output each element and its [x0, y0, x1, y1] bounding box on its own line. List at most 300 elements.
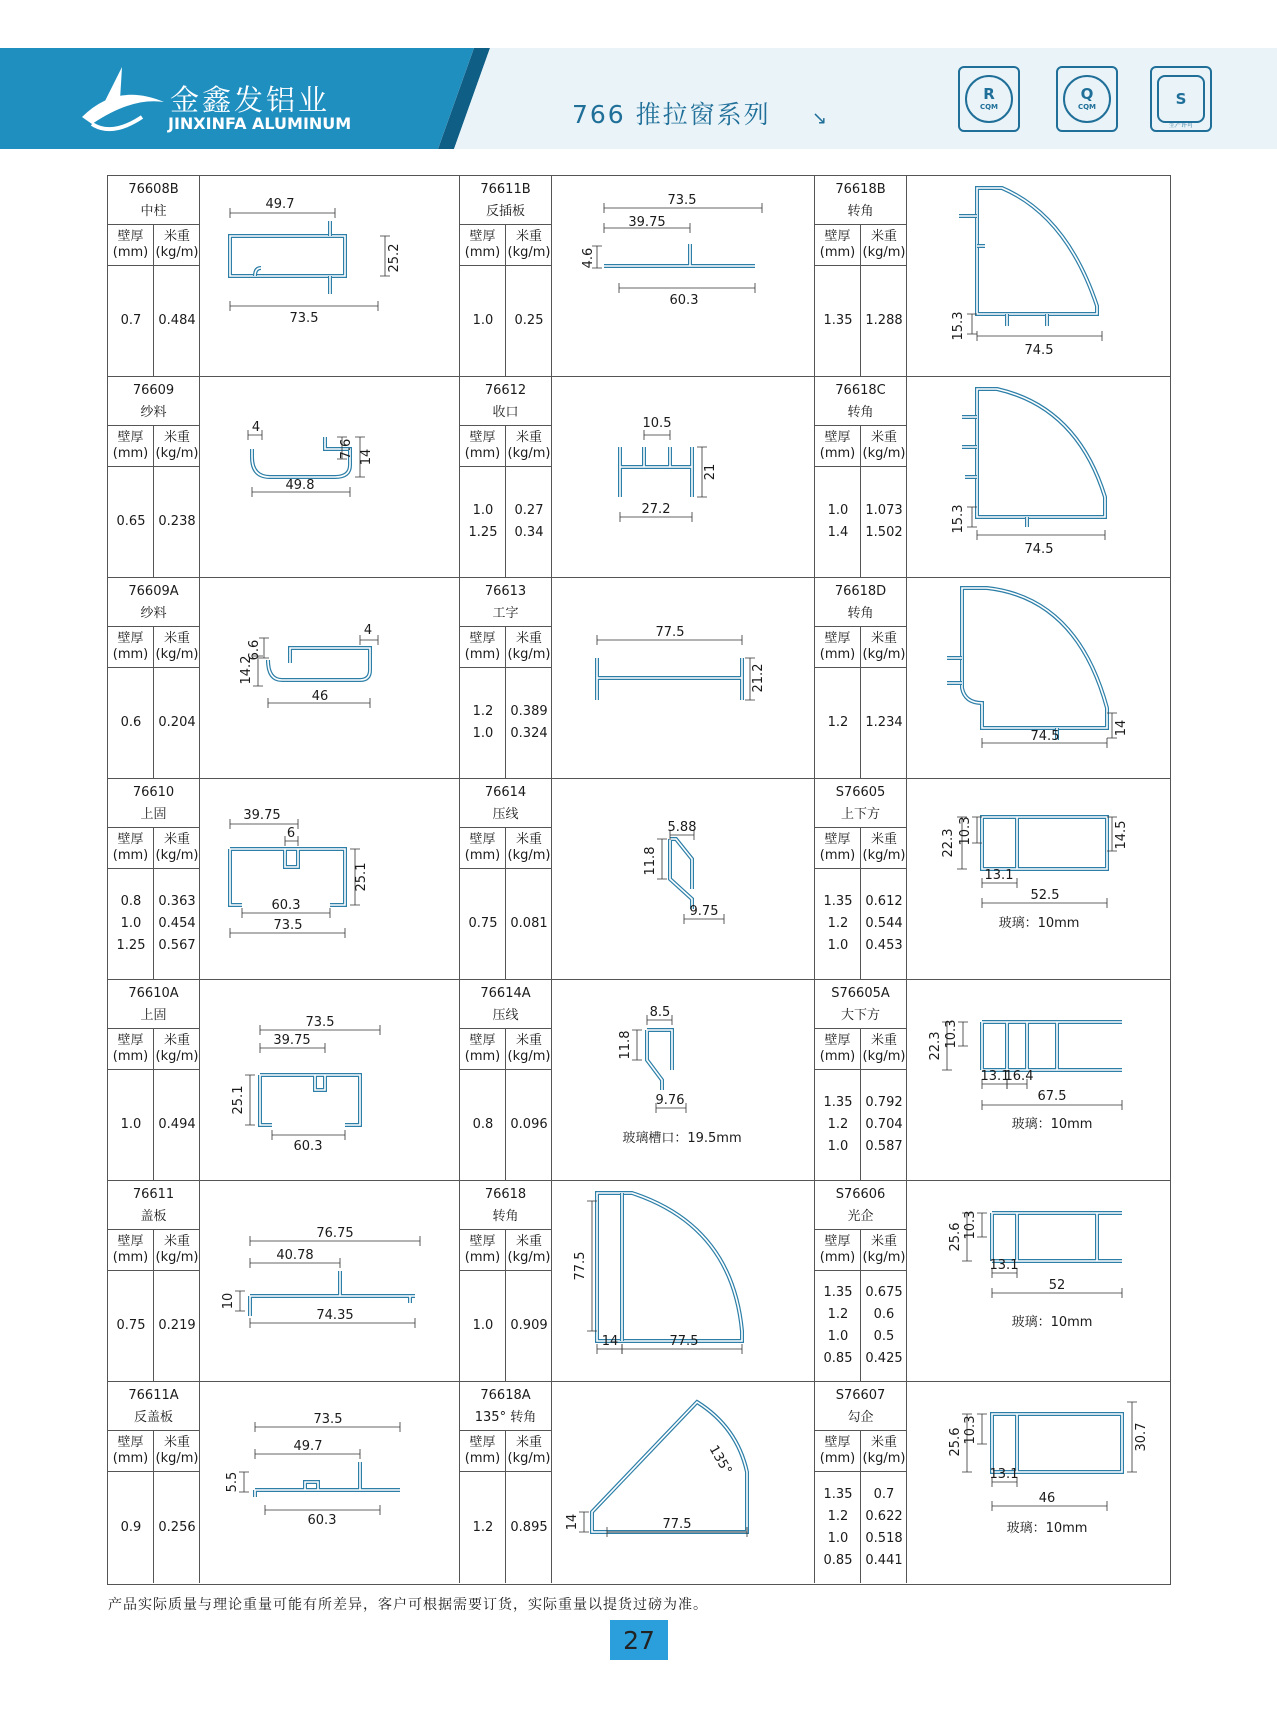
meter-weight: 0.389: [510, 704, 548, 719]
spec-row: [460, 500, 551, 522]
glass-note: 玻璃：10mm: [1011, 1315, 1093, 1330]
profile-info-cell: [460, 377, 552, 577]
weight-header: 米重 (kg/m): [155, 1033, 199, 1064]
thickness-header: 壁厚 (mm): [460, 1230, 506, 1270]
profile-code: 76613: [484, 584, 527, 599]
profile-name: 压线: [492, 807, 519, 822]
profile-drawing-cell: [552, 1181, 815, 1381]
profile-name: 光企: [847, 1209, 874, 1224]
dimension-label: 25.1: [231, 1085, 246, 1115]
dimension-label: 21.2: [751, 663, 766, 693]
profile-info-cell: [108, 1382, 200, 1583]
dimension-label: 52.5: [1030, 888, 1060, 903]
profile-code: 76612: [484, 383, 527, 398]
dimension-label: 77.5: [655, 625, 685, 640]
dimension-label: 49.7: [265, 197, 295, 212]
spec-row: [815, 913, 906, 935]
profile-drawing-cell: [552, 779, 815, 979]
dimension-label: 9.75: [689, 904, 719, 919]
profile-info-cell: [460, 176, 552, 376]
profile-drawing-cell: [552, 578, 815, 778]
profile-name: 中柱: [140, 204, 167, 219]
dimension-label: 74.5: [1030, 729, 1060, 744]
arrow-icon: ↘: [812, 108, 828, 129]
profile-code: 76618D: [834, 584, 887, 599]
thickness-header: 壁厚 (mm): [460, 426, 506, 466]
profile-drawing: [552, 1382, 817, 1582]
spec-row: [108, 310, 199, 332]
dimension-label: 67.5: [1037, 1089, 1067, 1104]
profile-drawing-cell: [907, 176, 1172, 376]
dimension-label: 25.1: [354, 862, 369, 892]
wall-thickness: 1.2: [472, 704, 494, 719]
cert-r-label: CQM: [979, 103, 999, 111]
dimension-label: 8.5: [649, 1005, 671, 1020]
wall-thickness: 0.8: [472, 1117, 494, 1132]
profile-drawing: [200, 980, 465, 1180]
dimension-label: 13.1: [984, 868, 1014, 883]
profile-info-cell: [460, 1181, 552, 1381]
profile-drawing: [200, 176, 465, 376]
dimension-label: 15.3: [951, 311, 966, 341]
weight-header: 米重 (kg/m): [862, 1435, 906, 1466]
dimension-label: 52: [1048, 1278, 1066, 1293]
thickness-header: 壁厚 (mm): [815, 627, 861, 667]
dimension-label: 4: [251, 420, 261, 435]
wall-thickness: 1.0: [472, 1318, 494, 1333]
profile-drawing: [552, 980, 817, 1180]
spec-row: [815, 1282, 906, 1304]
dimension-label: 25.6: [948, 1427, 963, 1457]
profile-name: 135° 转角: [474, 1410, 537, 1425]
meter-weight: 0.238: [158, 514, 196, 529]
spec-row: [108, 511, 199, 533]
profile-name: 上下方: [840, 807, 880, 822]
profile-name: 转角: [847, 606, 874, 621]
wall-thickness: 1.0: [827, 938, 849, 953]
meter-weight: 0.096: [510, 1117, 548, 1132]
profile-name: 转角: [492, 1209, 519, 1224]
weight-header: 米重 (kg/m): [155, 430, 199, 461]
dimension-label: 73.5: [305, 1015, 335, 1030]
meter-weight: 0.5: [873, 1329, 895, 1344]
profile-code: 76614: [484, 785, 527, 800]
meter-weight: 0.518: [865, 1530, 903, 1546]
dimension-label: 5.5: [225, 1471, 240, 1493]
thickness-header: 壁厚 (mm): [108, 426, 154, 466]
profile-drawing: [907, 377, 1172, 577]
wall-thickness: 0.9: [120, 1519, 142, 1535]
weight-header: 米重 (kg/m): [862, 1234, 906, 1265]
glass-note: 玻璃：10mm: [998, 916, 1080, 931]
dimension-label: 73.5: [313, 1412, 343, 1427]
series-title: 766 推拉窗系列: [572, 100, 771, 129]
brand-name-cn: 金鑫发铝业: [170, 83, 331, 117]
dimension-label: 46: [311, 689, 329, 704]
thickness-header: 壁厚 (mm): [460, 1029, 506, 1069]
dimension-label: 4: [363, 623, 373, 638]
dimension-label: 10.3: [963, 1210, 978, 1240]
dimension-label: 39.75: [628, 215, 666, 230]
profile-code: 76609: [132, 383, 175, 398]
thickness-header: 壁厚 (mm): [815, 1029, 861, 1069]
spec-row: [460, 1517, 551, 1539]
wall-thickness: 1.2: [472, 1519, 494, 1535]
profile-info-cell: [460, 779, 552, 979]
weight-header: 米重 (kg/m): [155, 1234, 199, 1265]
profile-code: 76618C: [835, 383, 886, 398]
profile-code: S76606: [835, 1187, 886, 1202]
table-row: [108, 779, 1170, 980]
spec-row: [460, 913, 551, 935]
cert-badge-qs: [1150, 66, 1212, 132]
wall-thickness: 1.25: [468, 525, 498, 540]
profile-code: S76605: [835, 785, 886, 800]
brand-name-en: JINXINFA ALUMINUM: [168, 114, 352, 133]
spec-row: [815, 935, 906, 957]
profile-drawing-cell: [200, 377, 460, 577]
dimension-label: 74.5: [1024, 343, 1054, 358]
profile-name: 压线: [492, 1008, 519, 1023]
profile-info-cell: [815, 1382, 907, 1583]
dimension-label: 6: [286, 826, 296, 841]
dimension-label: 76.75: [316, 1226, 354, 1241]
profile-name: 反插板: [485, 204, 525, 219]
profile-info-cell: [108, 980, 200, 1180]
spec-row: [815, 1114, 906, 1136]
dimension-label: 60.3: [669, 293, 699, 308]
profile-name: 勾企: [847, 1410, 874, 1425]
thickness-header: 壁厚 (mm): [460, 828, 506, 868]
table-row: [108, 980, 1170, 1181]
page-number: 27: [610, 1620, 668, 1660]
dimension-label: 21: [703, 463, 718, 481]
dimension-label: 13.1: [980, 1069, 1010, 1084]
profile-name: 盖板: [140, 1209, 167, 1224]
dimension-label: 9.76: [655, 1093, 685, 1108]
cert-qs-letter: S: [1175, 89, 1187, 108]
profile-drawing-cell: [200, 779, 460, 979]
weight-header: 米重 (kg/m): [507, 832, 551, 863]
weight-header: 米重 (kg/m): [155, 631, 199, 662]
dimension-label: 60.3: [271, 898, 301, 913]
spec-row: [815, 500, 906, 522]
meter-weight: 0.494: [158, 1117, 196, 1132]
profile-drawing: [552, 176, 817, 376]
spec-row: [460, 701, 551, 723]
table-row: [108, 1382, 1170, 1583]
spec-row: [108, 1517, 199, 1539]
dimension-label: 11.8: [643, 846, 658, 876]
spec-row: [815, 891, 906, 913]
profile-drawing: [552, 779, 817, 979]
dimension-label: 25.6: [948, 1222, 963, 1252]
profile-info-cell: [815, 377, 907, 577]
meter-weight: 0.612: [865, 894, 903, 909]
profile-drawing-cell: [907, 980, 1172, 1180]
profile-name: 工字: [492, 606, 519, 621]
cert-q-label: CQM: [1077, 103, 1097, 111]
dimension-label: 39.75: [273, 1033, 311, 1048]
dimension-label: 22.3: [928, 1031, 943, 1061]
meter-weight: 0.622: [865, 1508, 903, 1524]
profile-info-cell: [815, 578, 907, 778]
profile-name: 转角: [847, 204, 874, 219]
weight-header: 米重 (kg/m): [155, 832, 199, 863]
profile-table: [107, 175, 1171, 1585]
meter-weight: 0.454: [158, 916, 196, 931]
thickness-header: 壁厚 (mm): [108, 1230, 154, 1270]
profile-drawing: [200, 1181, 465, 1381]
weight-header: 米重 (kg/m): [507, 631, 551, 662]
wall-thickness: 1.2: [827, 1508, 849, 1524]
wall-thickness: 0.6: [120, 715, 142, 730]
wall-thickness: 1.2: [827, 715, 849, 730]
meter-weight: 0.484: [158, 313, 196, 328]
profile-name: 转角: [847, 405, 874, 420]
weight-header: 米重 (kg/m): [862, 832, 906, 863]
spec-row: [815, 1304, 906, 1326]
wall-thickness: 1.0: [827, 1530, 849, 1546]
profile-drawing: [200, 779, 465, 979]
profile-drawing-cell: [200, 1181, 460, 1381]
table-row: [108, 377, 1170, 578]
weight-header: 米重 (kg/m): [155, 1435, 199, 1466]
wall-thickness: 0.85: [823, 1552, 853, 1568]
meter-weight: 0.895: [510, 1519, 548, 1535]
wall-thickness: 1.35: [823, 1285, 853, 1300]
weight-header: 米重 (kg/m): [155, 229, 199, 260]
profile-drawing: [907, 578, 1172, 778]
profile-drawing-cell: [552, 980, 815, 1180]
spec-row: [815, 1326, 906, 1348]
profile-info-cell: [108, 176, 200, 376]
profile-code: S76607: [835, 1388, 886, 1403]
profile-drawing: [907, 779, 1172, 979]
profile-info-cell: [108, 578, 200, 778]
profile-name: 纱料: [140, 405, 167, 420]
profile-name: 纱料: [140, 606, 167, 621]
profile-drawing: [907, 176, 1172, 376]
profile-code: 76611A: [128, 1388, 179, 1403]
spec-row: [460, 522, 551, 544]
thickness-header: 壁厚 (mm): [108, 225, 154, 265]
meter-weight: 0.081: [510, 916, 548, 931]
wall-thickness: 0.65: [116, 514, 146, 529]
wall-thickness: 0.85: [823, 1351, 853, 1366]
profile-info-cell: [815, 980, 907, 1180]
table-row: [108, 1181, 1170, 1382]
dimension-label: 27.2: [641, 502, 671, 517]
wall-thickness: 0.7: [120, 313, 142, 328]
cert-badge-q: [1056, 66, 1118, 132]
dimension-label: 74.35: [316, 1308, 354, 1323]
meter-weight: 0.675: [865, 1285, 903, 1300]
profile-code: 76610A: [128, 986, 179, 1001]
profile-code: 76618B: [835, 182, 886, 197]
spec-row: [815, 1506, 906, 1528]
dimension-label: 13.1: [989, 1258, 1019, 1273]
profile-drawing: [200, 578, 465, 778]
spec-row: [460, 723, 551, 745]
meter-weight: 0.909: [510, 1318, 548, 1333]
cert-r-letter: R: [983, 85, 995, 103]
profile-drawing: [552, 377, 817, 577]
dimension-label: 15.3: [951, 504, 966, 534]
dimension-label: 5.88: [667, 820, 697, 835]
glass-note: 玻璃：10mm: [1011, 1117, 1093, 1132]
profile-name: 大下方: [840, 1008, 880, 1023]
wall-thickness: 1.0: [472, 313, 494, 328]
profile-code: 76618: [484, 1187, 527, 1202]
profile-drawing-cell: [907, 578, 1172, 778]
wall-thickness: 1.0: [120, 916, 142, 931]
dimension-label: 10.3: [944, 1019, 959, 1049]
table-row: [108, 176, 1170, 377]
profile-info-cell: [108, 1181, 200, 1381]
profile-info-cell: [815, 176, 907, 376]
wall-thickness: 1.0: [472, 726, 494, 741]
wall-thickness: 1.0: [120, 1117, 142, 1132]
meter-weight: 0.25: [514, 313, 544, 328]
thickness-header: 壁厚 (mm): [460, 225, 506, 265]
meter-weight: 1.288: [865, 313, 903, 328]
glass-note: 玻璃槽口：19.5mm: [622, 1131, 742, 1146]
dimension-label: 30.7: [1134, 1422, 1149, 1452]
weight-header: 米重 (kg/m): [507, 430, 551, 461]
profile-code: 76611: [132, 1187, 175, 1202]
meter-weight: 0.27: [514, 503, 544, 518]
weight-header: 米重 (kg/m): [862, 229, 906, 260]
thickness-header: 壁厚 (mm): [815, 1230, 861, 1270]
profile-info-cell: [815, 779, 907, 979]
spec-row: [460, 310, 551, 332]
thickness-header: 壁厚 (mm): [815, 225, 861, 265]
profile-name: 反盖板: [133, 1410, 173, 1425]
dimension-label: 40.78: [276, 1248, 314, 1263]
thickness-header: 壁厚 (mm): [815, 1431, 861, 1471]
profile-drawing-cell: [200, 1382, 460, 1583]
wall-thickness: 1.35: [823, 1486, 853, 1502]
meter-weight: 0.324: [510, 726, 548, 741]
profile-code: 76611B: [480, 182, 531, 197]
profile-code: S76605A: [831, 986, 890, 1001]
profile-code: 76608B: [128, 182, 179, 197]
dimension-label: 25.2: [387, 243, 402, 273]
profile-info-cell: [460, 1382, 552, 1583]
wall-thickness: 1.2: [827, 1307, 849, 1322]
thickness-header: 壁厚 (mm): [460, 627, 506, 667]
meter-weight: 0.6: [873, 1307, 895, 1322]
dimension-label: 77.5: [669, 1334, 699, 1349]
spec-row: [815, 1484, 906, 1506]
wall-thickness: 1.0: [827, 1139, 849, 1154]
dimension-label: 46: [1038, 1491, 1056, 1506]
wall-thickness: 1.35: [823, 1095, 853, 1110]
dimension-label: 77.5: [573, 1251, 588, 1281]
meter-weight: 0.34: [514, 525, 544, 540]
thickness-header: 壁厚 (mm): [108, 828, 154, 868]
wall-thickness: 0.8: [120, 894, 142, 909]
spec-row: [108, 1315, 199, 1337]
dimension-label: 14: [359, 448, 374, 466]
thickness-header: 壁厚 (mm): [108, 1431, 154, 1471]
profile-drawing-cell: [200, 980, 460, 1180]
meter-weight: 0.219: [158, 1318, 196, 1333]
profile-drawing: [200, 1382, 465, 1582]
meter-weight: 0.7: [873, 1486, 895, 1502]
profile-drawing-cell: [200, 578, 460, 778]
wall-thickness: 1.4: [827, 525, 849, 540]
dimension-label: 60.3: [307, 1513, 337, 1528]
thickness-header: 壁厚 (mm): [108, 1029, 154, 1069]
profile-drawing-cell: [907, 779, 1172, 979]
thickness-header: 壁厚 (mm): [460, 1431, 506, 1471]
footer-note: 产品实际质量与理论重量可能有所差异，客户可根据需要订货，实际重量以提货过磅为准。: [108, 1597, 708, 1613]
profile-drawing: [552, 578, 817, 778]
cert-badge-r: [958, 66, 1020, 132]
angle-label: 135°: [705, 1442, 735, 1478]
dimension-label: 14: [1114, 719, 1129, 737]
dimension-label: 73.5: [667, 193, 697, 208]
profile-drawing-cell: [552, 377, 815, 577]
dimension-label: 39.75: [243, 808, 281, 823]
profile-info-cell: [460, 578, 552, 778]
spec-row: [108, 1114, 199, 1136]
dimension-label: 16.4: [1004, 1069, 1034, 1084]
wall-thickness: 1.25: [116, 938, 146, 953]
profile-drawing: [907, 980, 1172, 1180]
profile-drawing-cell: [552, 176, 815, 376]
dimension-label: 14.2: [239, 655, 254, 685]
profile-code: 76614A: [480, 986, 531, 1001]
profile-info-cell: [815, 1181, 907, 1381]
profile-info-cell: [460, 980, 552, 1180]
dimension-label: 10: [221, 1292, 236, 1310]
profile-name: 收口: [492, 405, 519, 420]
weight-header: 米重 (kg/m): [862, 631, 906, 662]
profile-name: 上固: [140, 807, 167, 822]
spec-row: [815, 1136, 906, 1158]
spec-row: [460, 1114, 551, 1136]
profile-drawing: [907, 1181, 1172, 1381]
profile-info-cell: [108, 377, 200, 577]
dimension-label: 22.3: [941, 828, 956, 858]
spec-row: [815, 1092, 906, 1114]
profile-code: 76618A: [480, 1388, 531, 1403]
meter-weight: 0.567: [158, 938, 196, 953]
profile-drawing-cell: [907, 377, 1172, 577]
dimension-label: 6.6: [247, 639, 262, 661]
spec-row: [108, 935, 199, 957]
weight-header: 米重 (kg/m): [507, 1435, 551, 1466]
weight-header: 米重 (kg/m): [507, 229, 551, 260]
dimension-label: 49.7: [293, 1439, 323, 1454]
profile-name: 上固: [140, 1008, 167, 1023]
dimension-label: 13.1: [989, 1467, 1019, 1482]
dimension-label: 14: [601, 1334, 619, 1349]
meter-weight: 0.453: [865, 938, 903, 953]
meter-weight: 1.234: [865, 715, 903, 730]
profile-drawing: [907, 1382, 1172, 1582]
dimension-label: 73.5: [273, 918, 303, 933]
dimension-label: 10.3: [958, 816, 973, 846]
wall-thickness: 1.2: [827, 916, 849, 931]
dimension-label: 10.3: [963, 1415, 978, 1445]
dimension-label: 73.5: [289, 311, 319, 326]
dimension-label: 49.8: [285, 478, 315, 493]
meter-weight: 0.792: [865, 1095, 903, 1110]
